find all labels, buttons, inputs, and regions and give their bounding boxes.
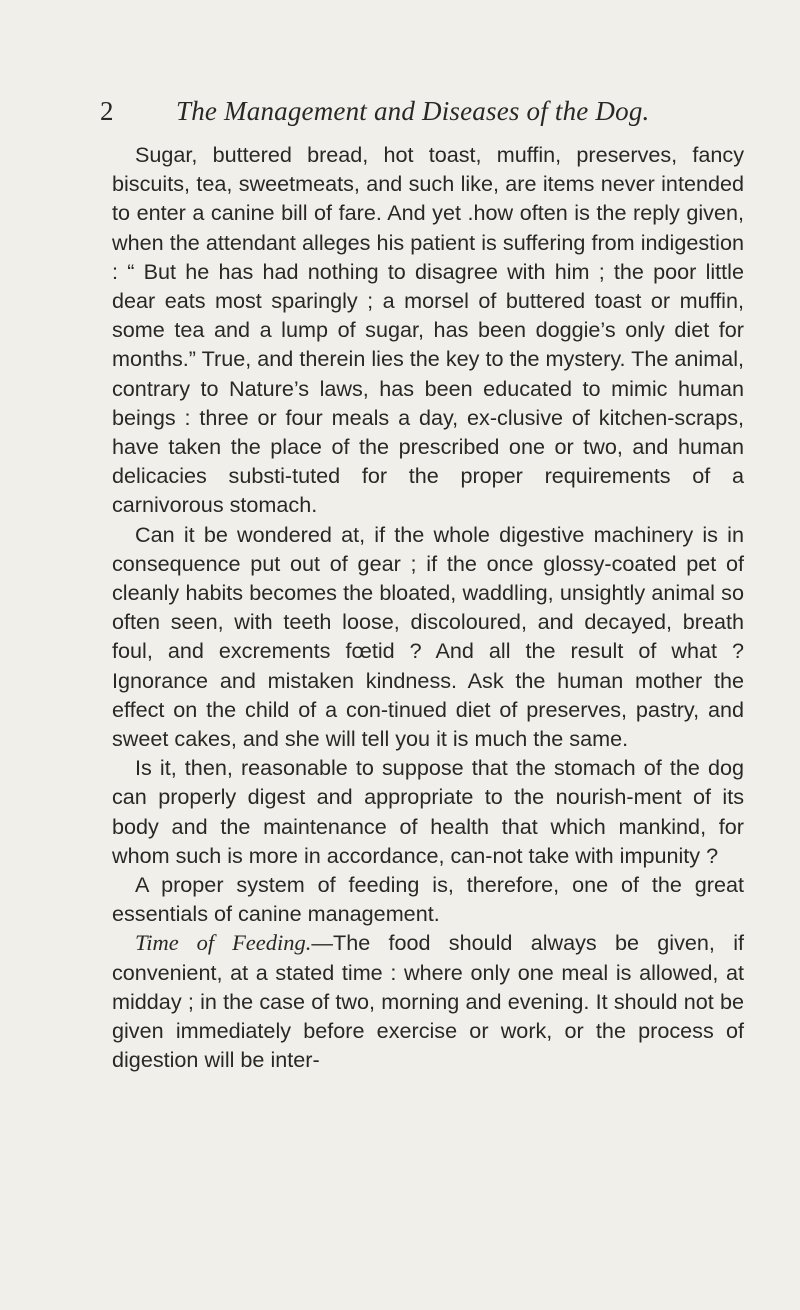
body-text (112, 140, 744, 1075)
page-header (100, 96, 740, 132)
paragraph (112, 140, 744, 520)
paragraph (112, 870, 744, 928)
paragraph-text: Can it be wondered at, if the whole digestive machinery is in consequence put out of gear ; if the once glossy-coated pet of cleanly habits becomes the bloated, waddling, unsightly animal so often seen, with teeth loose, discoloured, and decayed, breath foul, and excrements fœtid ? And all the result of what ? Ignorance and mistaken kindness. Ask the human mother the effect on the child of a con-tinued diet of preserves, pastry, and sweet cakes, and she will tell you it is much the same. (112, 521, 744, 752)
running-title: The Management and Diseases of the Dog. (176, 96, 650, 126)
page-number: 2 (100, 96, 114, 126)
paragraph (112, 928, 744, 1074)
paragraph-text: Is it, then, reasonable to suppose that the stomach of the dog can properly digest and appropriate to the nourish-ment of its body and the maintenance of health that which mankind, for whom such is more in accordance, can-not take with impunity ? (112, 755, 744, 868)
paragraph (112, 753, 744, 870)
paragraph (112, 520, 744, 754)
paragraph-text: —The food should always be given, if convenient, at a stated time : where only one meal is allowed, at midday ; in the case of two, morning and evening. It should not be given immediately before exercise or work, or the process of digestion will be inter- (112, 930, 744, 1073)
paragraph-text: A proper system of feeding is, therefore, one of the great essentials of canine management. (112, 872, 744, 927)
section-heading: Time of Feeding. (135, 930, 312, 956)
paragraph-text: Sugar, buttered bread, hot toast, muffin, preserves, fancy biscuits, tea, sweetmeats, and such like, are items never intended to enter a canine bill of fare. And yet .how often is the reply given, when the attendant alleges his patient is suffering from indigestion : “ But he has had nothing to disagree with him ; the poor little dear eats most sparingly ; a morsel of buttered toast or muffin, some tea and a lump of sugar, has been doggie’s only diet for months.” True, and therein lies the key to the mystery. The animal, contrary to Nature’s laws, has been educated to mimic human beings : three or four meals a day, ex-clusive of kitchen-scraps, have taken the place of the prescribed one or two, and human delicacies substi-tuted for the proper requirements of a carnivorous stomach. (112, 142, 744, 518)
